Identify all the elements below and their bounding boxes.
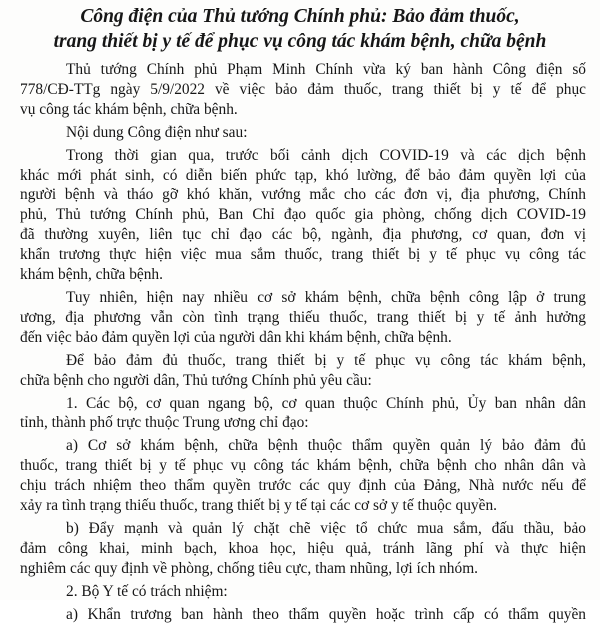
text-line: đã thường xuyên, liên tục chỉ đạo các bộ, ngành, địa phương, cơ quan, đơn vị (20, 226, 586, 244)
text-line: Thủ tướng Chính phủ Phạm Minh Chính vừa ký ban hành Công điện số (66, 61, 586, 78)
document-title (0, 0, 600, 54)
document-body (0, 54, 600, 624)
text-line: b) Đẩy mạnh và quản lý chặt chẽ việc tổ chức mua sắm, đấu thầu, bảo (66, 519, 586, 537)
paragraph-item-2a (20, 605, 586, 624)
paragraph-item-2 (20, 582, 586, 602)
text-line: Tuy nhiên, hiện nay nhiều cơ sở khám bệnh, chữa bệnh công lập ở trung (66, 288, 586, 306)
text-line: ương, địa phương vẫn còn tình trạng thiếu thuốc, trang thiết bị y tế ảnh hưởng (20, 308, 586, 326)
text-line: chịu trách nhiệm theo thẩm quyền trước các quy định của Đảng, Nhà nước nếu để (20, 477, 586, 495)
text-line: xảy ra tình trạng thiếu thuốc, trang thiết bị y tế tại các cơ sở y tế thuộc quyền. (20, 497, 497, 515)
paragraph-intro (20, 60, 586, 120)
text-line: chữa bệnh cho người dân, Thủ tướng Chính phủ yêu cầu: (20, 371, 372, 389)
paragraph-item-1b (20, 519, 586, 579)
text-line: Để bảo đảm đủ thuốc, trang thiết bị y tế phục vụ công tác khám bệnh, (66, 351, 586, 369)
text-line: Nội dung Công điện như sau: (66, 123, 248, 141)
paragraph-content-heading (20, 123, 586, 143)
text-line: 778/CĐ-TTg ngày 5/9/2022 về việc bảo đảm thuốc, trang thiết bị y tế để phục (20, 80, 586, 98)
text-line: khác mới phát sinh, có diễn biến phức tạp, khó lường, để bảo đảm quyền lợi của (20, 166, 586, 184)
text-line: đảm công khai, minh bạch, khoa học, hiệu quả, tránh lãng phí và thực hiện (20, 539, 586, 557)
text-line: khám bệnh, chữa bệnh. (20, 266, 163, 284)
paragraph-background (20, 146, 586, 285)
paragraph-requirement-intro (20, 351, 586, 391)
text-line: a) Cơ sở khám bệnh, chữa bệnh thuộc thẩm quyền quản lý bảo đảm đủ (66, 437, 586, 455)
text-line: Trong thời gian qua, trước bối cảnh dịch COVID-19 và các dịch bệnh (66, 146, 586, 164)
text-line: thuốc, trang thiết bị y tế phục vụ công tác khám bệnh, chữa bệnh cho nhân dân và (20, 457, 586, 475)
paragraph-item-1a (20, 436, 586, 516)
text-line: a) Khẩn trương ban hành theo thẩm quyền hoặc trình cấp có thẩm quyền (66, 605, 586, 623)
text-line: phủ, Thủ tướng Chính phủ, Ban Chỉ đạo quốc gia phòng, chống dịch COVID-19 (20, 206, 586, 224)
text-line: vụ công tác khám bệnh, chữa bệnh. (20, 100, 238, 118)
title-line: trang thiết bị y tế để phục vụ công tác khám bệnh, chữa bệnh (53, 31, 547, 52)
text-line: 2. Bộ Y tế có trách nhiệm: (66, 582, 228, 600)
text-line: nghiêm các quy định về phòng, chống tiêu cực, tham nhũng, lợi ích nhóm. (20, 559, 479, 577)
text-line: đến việc bảo đảm quyền lợi của người dân khi khám bệnh, chữa bệnh. (20, 328, 452, 346)
text-line: 1. Các bộ, cơ quan ngang bộ, cơ quan thuộc Chính phủ, Ủy ban nhân dân (66, 394, 586, 412)
title-line: Công điện của Thủ tướng Chính phủ: Bảo đảm thuốc, (80, 6, 520, 27)
paragraph-item-1 (20, 394, 586, 434)
text-line: người bệnh và tháo gỡ khó khăn, vướng mắc cho các đơn vị, địa phương, Chính (20, 186, 586, 204)
text-line: tỉnh, thành phố trực thuộc Trung ương chỉ đạo: (20, 414, 309, 432)
paragraph-situation (20, 288, 586, 348)
text-line: khẩn trương thực hiện việc mua sắm thuốc, trang thiết bị y tế phục vụ công tác (20, 246, 586, 264)
